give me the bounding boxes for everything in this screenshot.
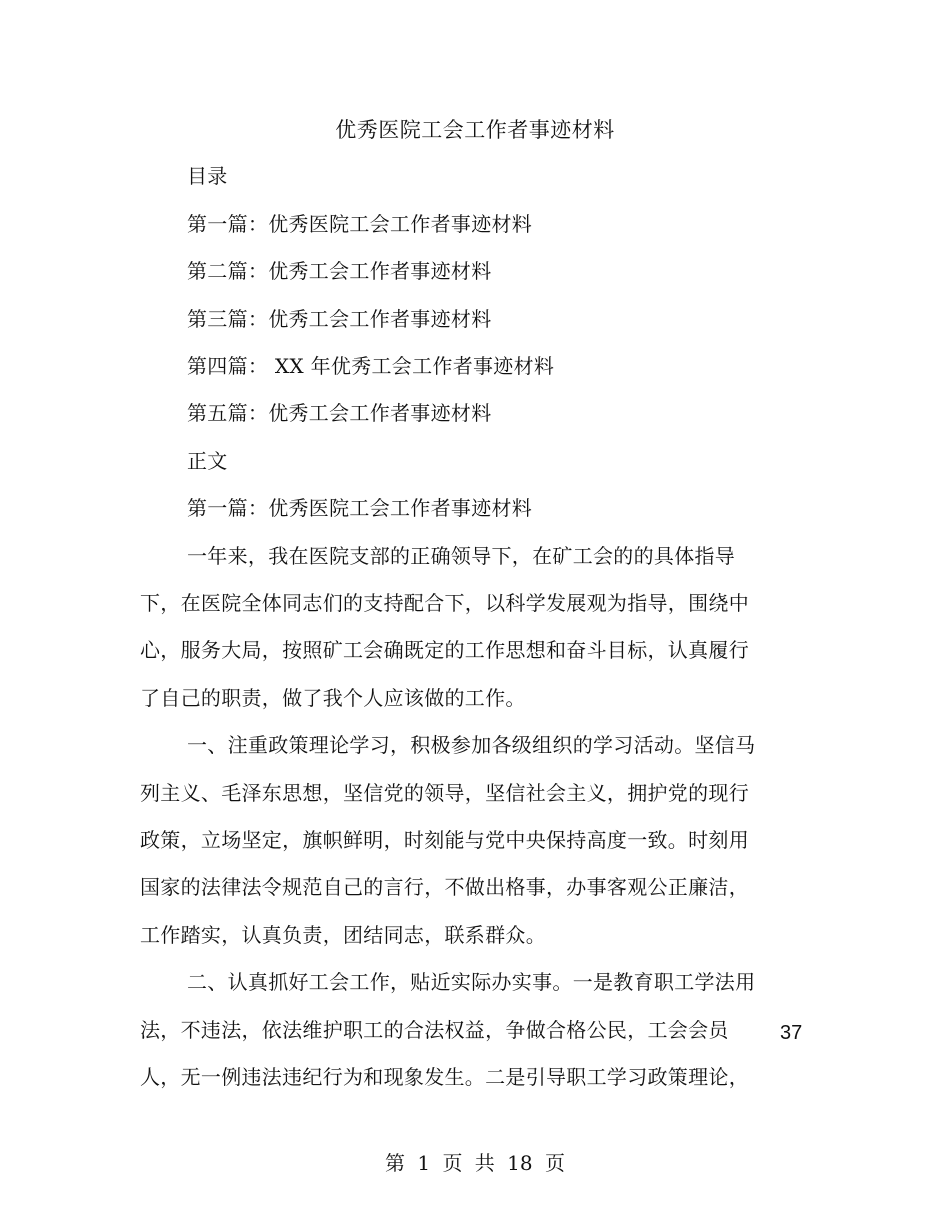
paragraph-line: 一年来，我在医院支部的正确领导下，在矿工会的的具体指导 [187,544,736,568]
paragraph-line: 政策，立场坚定，旗帜鲜明，时刻能与党中央保持高度一致。时刻用 [140,828,749,852]
toc-item-3: 第三篇：优秀工会工作者事迹材料 [187,307,492,331]
paragraph-line: 下，在医院全体同志们的支持配合下，以科学发展观为指导，围绕中 [140,591,749,615]
paragraph-line: 国家的法律法令规范自己的言行，不做出格事，办事客观公正廉洁， [140,875,749,899]
paragraph-line: 二、认真抓好工会工作，贴近实际办实事。一是教育职工学法用 [187,970,756,994]
paragraph-line: 工作踏实，认真负责，团结同志，联系群众。 [140,923,546,947]
paragraph-line: 法，不违法，依法维护职工的合法权益，争做合格公民，工会会员 [140,1018,729,1042]
section-title: 第一篇：优秀医院工会工作者事迹材料 [187,496,533,520]
paragraph-line: 列主义、毛泽东思想，坚信党的领导，坚信社会主义，拥护党的现行 [140,781,749,805]
member-count: 37 [780,1022,803,1044]
toc-heading: 目录 [187,164,228,188]
paragraph-line: 心，服务大局，按照矿工会确既定的工作思想和奋斗目标，认真履行 [140,638,749,662]
toc-item-1: 第一篇：优秀医院工会工作者事迹材料 [187,212,533,236]
toc-item-5: 第五篇：优秀工会工作者事迹材料 [187,401,492,425]
toc-item-2: 第二篇：优秀工会工作者事迹材料 [187,259,492,283]
toc-item-4: 第四篇： XX 年优秀工会工作者事迹材料 [187,354,555,378]
page-footer: 第 1 页 共 18 页 [385,1151,565,1175]
document-title: 优秀医院工会工作者事迹材料 [335,118,615,142]
paragraph-line: 人，无一例违法违纪行为和现象发生。二是引导职工学习政策理论， [140,1065,749,1089]
paragraph-line: 了自己的职责，做了我个人应该做的工作。 [140,686,526,710]
paragraph-line: 一、注重政策理论学习，积极参加各级组织的学习活动。坚信马 [187,733,756,757]
body-heading: 正文 [187,449,228,473]
